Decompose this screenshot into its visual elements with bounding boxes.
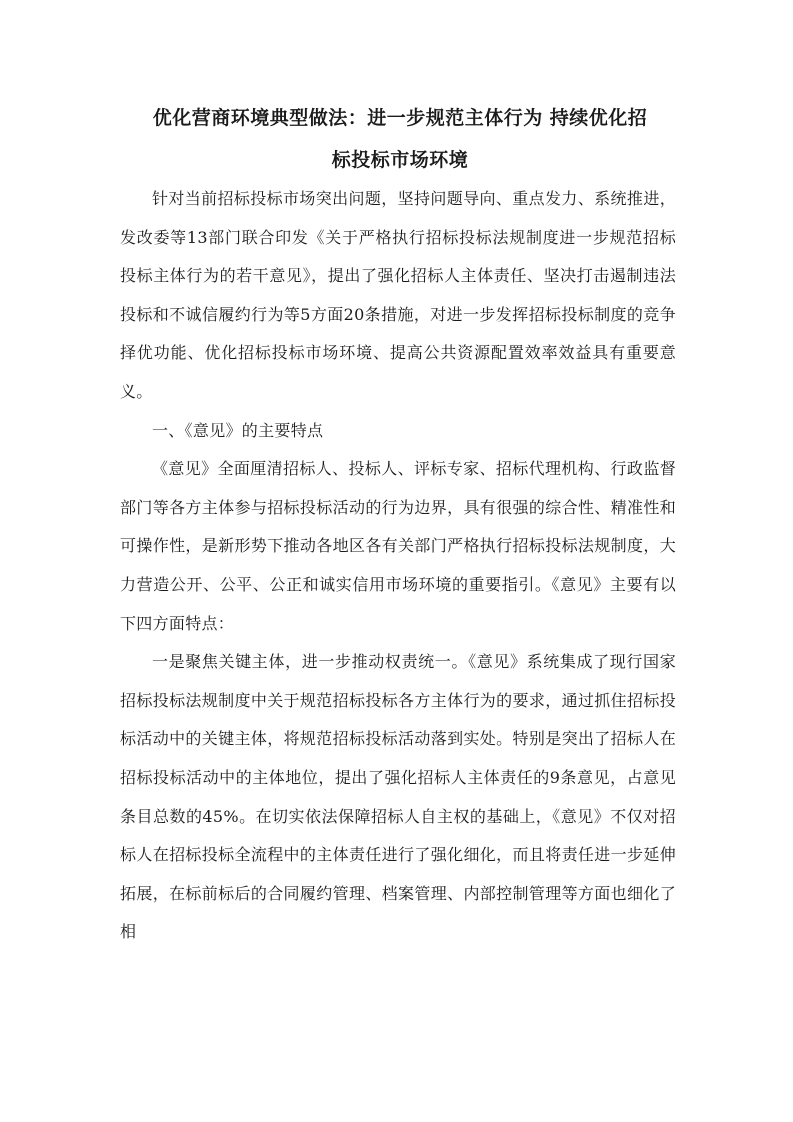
document-body: [120, 180, 676, 952]
paragraph-intro: 针对当前招标投标市场突出问题，坚持问题导向、重点发力、系统推进，发改委等13部门联合印发《关于严格执行招标投标法规制度进一步规范招标投标主体行为的若干意见》，提出了强化招标人主体责任、坚决打击遏制违法投标和不诚信履约行为等5方面20条措施，对进一步发挥招标投标制度的竞争择优功能、优化招标投标市场环境、提高公共资源配置效率效益具有重要意义。: [120, 189, 676, 401]
document-title-line-2: 标投标市场环境: [331, 149, 469, 171]
paragraph-point-one: 一是聚焦关键主体，进一步推动权责统一。《意见》系统集成了现行国家招标投标法规制度中关于规范招标投标各方主体行为的要求，通过抓住招标投标活动中的关键主体，将规范招标投标活动落到实处。特别是突出了招标人在招标投标活动中的主体地位，提出了强化招标人主体责任的9条意见，占意见条目总数的45%。在切实依法保障招标人自主权的基础上，《意见》不仅对招标人在招标投标全流程中的主体责任进行了强化细化，而且将责任进一步延伸拓展，在标前标后的合同履约管理、档案管理、内部控制管理等方面也细化了相: [120, 652, 676, 942]
document-title-line-1: 优化营商环境典型做法：进一步规范主体行为 持续优化招: [152, 107, 648, 129]
section-heading: 一、《意见》的主要特点: [152, 420, 324, 440]
paragraph-features: 《意见》全面厘清招标人、投标人、评标专家、招标代理机构、行政监督部门等各方主体参与招标投标活动的行为边界，具有很强的综合性、精准性和可操作性，是新形势下推动各地区各有关部门严格执行招标投标法规制度，大力营造公开、公平、公正和诚实信用市场环境的重要指引。《意见》主要有以下四方面特点：: [120, 459, 676, 633]
